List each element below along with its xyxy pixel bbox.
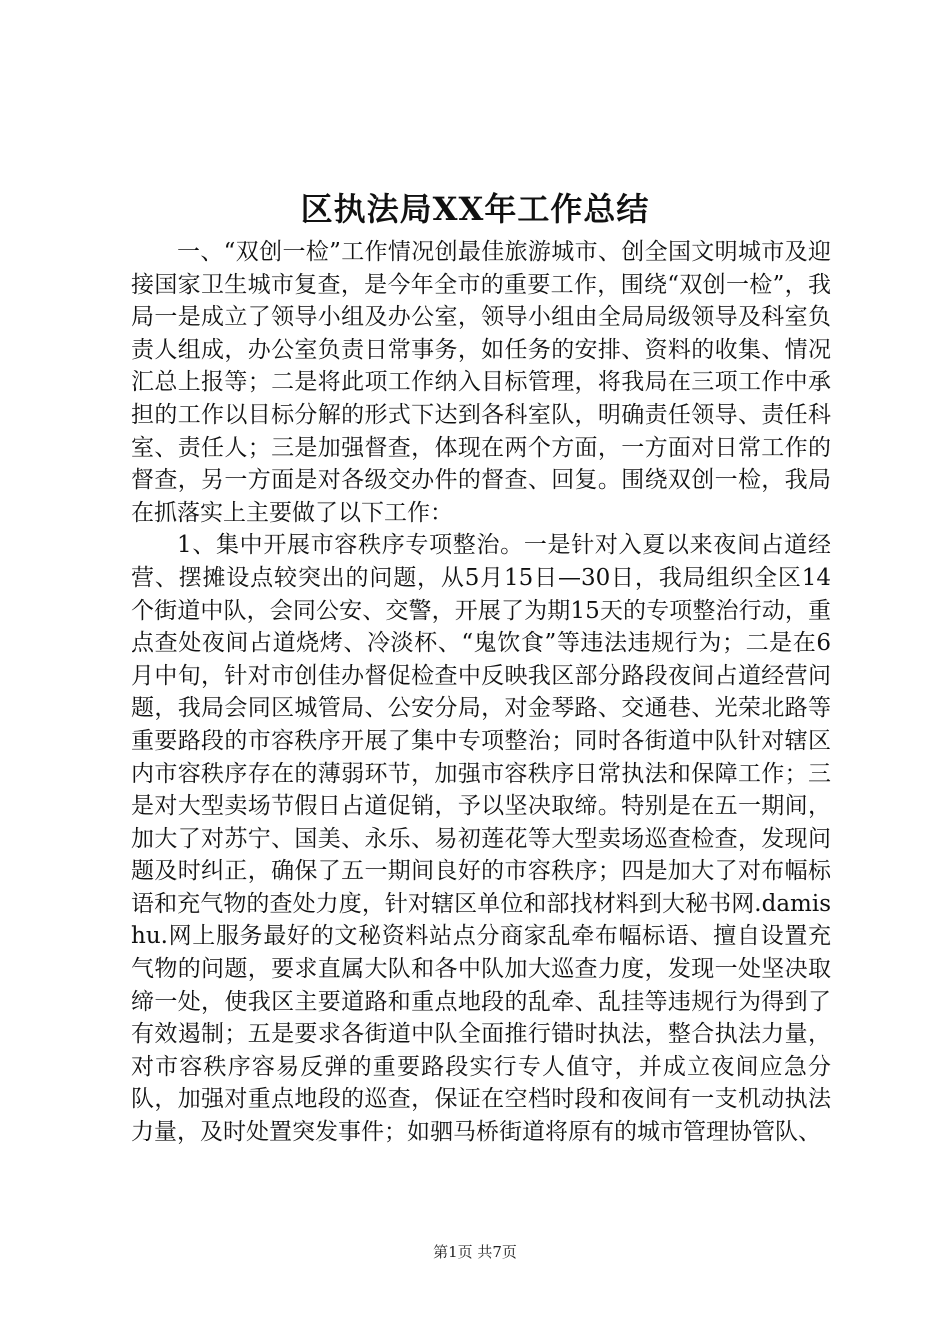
document-title: 区执法局XX年工作总结 [300,190,650,228]
page-number-footer: 第1页 共7页 [433,1243,517,1261]
document-body [131,236,831,1149]
body-paragraph: 一、“双创一检”工作情况创最佳旅游城市、创全国文明城市及迎接国家卫生城市复查，是今年全市的重要工作，围绕“双创一检”，我局一是成立了领导小组及办公室，领导小组由全局局级领导及科室负责人组成，办公室负责日常事务，如任务的安排、资料的收集、情况汇总上报等；二是将此项工作纳入目标管理，将我局在三项工作中承担的工作以目标分解的形式下达到各科室队，明确责任领导、责任科室、责任人；三是加强督查，体现在两个方面，一方面对日常工作的督查，另一方面是对各级交办件的督查、回复。围绕双创一检，我局在抓落实上主要做了以下工作： [131,239,831,526]
body-paragraph: 1、集中开展市容秩序专项整治。一是针对入夏以来夜间占道经营、摆摊设点较突出的问题，从5月15日—30日，我局组织全区14个街道中队，会同公安、交警，开展了为期15天的专项整治行动，重点查处夜间占道烧烤、冷淡杯、“鬼饮食”等违法违规行为；二是在6月中旬，针对市创佳办督促检查中反映我区部分路段夜间占道经营问题，我局会同区城管局、公安分局，对金琴路、交通巷、光荣北路等重要路段的市容秩序开展了集中专项整治；同时各街道中队针对辖区内市容秩序存在的薄弱环节，加强市容秩序日常执法和保障工作；三是对大型卖场节假日占道促销，予以坚决取缔。特别是在五一期间，加大了对苏宁、国美、永乐、易初莲花等大型卖场巡查检查，发现问题及时纠正，确保了五一期间良好的市容秩序；四是加大了对布幅标语和充气物的查处力度，针对辖区单位和部找材料到大秘书网.damishu.网上服务最好的文秘资料站点分商家乱牵布幅标语、擅自设置充气物的问题，要求直属大队和各中队加大巡查力度，发现一处坚决取缔一处，使我区主要道路和重点地段的乱牵、乱挂等违规行为得到了有效遏制；五是要求各街道中队全面推行错时执法，整合执法力量，对市容秩序容易反弹的重要路段实行专人值守，并成立夜间应急分队，加强对重点地段的巡查，保证在空档时段和夜间有一支机动执法力量，及时处置突发事件；如驷马桥街道将原有的城市管理协管队、 [131,532,831,1146]
